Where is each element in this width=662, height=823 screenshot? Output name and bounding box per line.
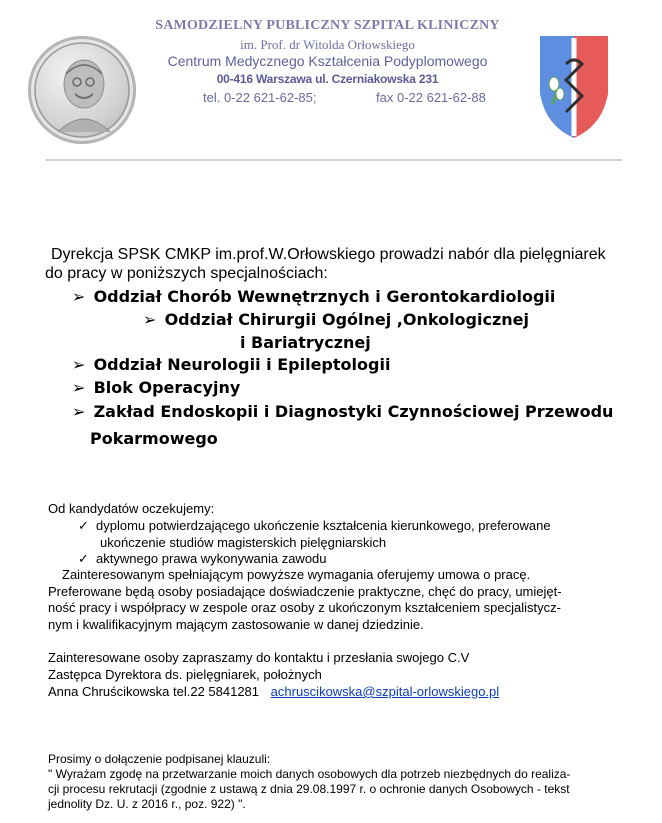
arrow-bullet-icon: ➢ bbox=[72, 402, 86, 421]
fax-number: fax 0-22 621-62-88 bbox=[376, 90, 486, 105]
arrow-bullet-icon: ➢ bbox=[143, 310, 157, 329]
arrow-bullet-icon: ➢ bbox=[72, 355, 86, 374]
contact-email-link[interactable]: achruscikowska@szpital-orlowskiego.pl bbox=[270, 684, 500, 699]
specialty-item bbox=[143, 309, 529, 331]
specialty-item bbox=[72, 354, 390, 376]
arrow-bullet-icon: ➢ bbox=[72, 378, 86, 397]
requirements-title: Od kandydatów oczekujemy: bbox=[48, 501, 215, 516]
contact-name-tel: Anna Chruścikowska tel.22 5841281 bbox=[48, 684, 260, 699]
contact-line bbox=[48, 684, 499, 700]
center-name: Centrum Medycznego Kształcenia Podyplomowego bbox=[167, 53, 488, 69]
specialty-continuation: i Bariatrycznej bbox=[240, 333, 371, 352]
portrait-medal-icon bbox=[28, 36, 136, 144]
specialty-label: Oddział Chirurgii Ogólnej ,Onkologicznej bbox=[164, 310, 530, 329]
requirement-item bbox=[78, 518, 551, 534]
specialty-label: Oddział Neurologii i Epileptologii bbox=[93, 355, 391, 374]
specialty-continuation: Pokarmowego bbox=[90, 429, 218, 448]
intro-paragraph bbox=[45, 245, 625, 283]
clause-title: Prosimy o dołączenie podpisanej klauzuli: bbox=[48, 752, 271, 766]
hospital-address: 00-416 Warszawa ul. Czerniakowska 231 bbox=[216, 72, 439, 86]
specialty-label: Blok Operacyjny bbox=[93, 378, 241, 397]
clause-line: jednolity Dz. U. z 2016 r., poz. 922) ". bbox=[48, 797, 246, 811]
clause-line: cji procesu rekrutacji (zgodnie z ustawą z dnia 29.08.1997 r. o ochronie danych Osobowych - tekst bbox=[48, 782, 570, 796]
specialty-item bbox=[72, 377, 240, 399]
intro-line-2: do pracy w poniższych specjalnościach: bbox=[45, 265, 328, 282]
specialty-label: Oddział Chorób Wewnętrznych i Gerontokardiologii bbox=[93, 287, 556, 306]
intro-line-1: Dyrekcja SPSK CMKP im.prof.W.Orłowskiego prowadzi nabór dla pielęgniarek bbox=[51, 246, 606, 263]
offer-line: Zainteresowanym spełniającym powyższe wymagania oferujemy umowa o pracę. bbox=[62, 567, 531, 582]
checkmark-icon: ✓ bbox=[78, 518, 89, 533]
clause-line: " Wyrażam zgodę na przetwarzanie moich danych osobowych dla potrzeb niezbędnych do realiza- bbox=[48, 767, 571, 781]
specialty-item bbox=[72, 401, 613, 423]
checkmark-icon: ✓ bbox=[78, 551, 89, 566]
requirement-continuation: ukończenie studiów magisterskich pielęgniarskich bbox=[100, 535, 387, 550]
contact-line: Zainteresowane osoby zapraszamy do kontaktu i przesłania swojego C.V bbox=[48, 650, 470, 665]
hospital-name: SAMODZIELNY PUBLICZNY SZPITAL KLINICZNY bbox=[155, 18, 500, 33]
contact-line: Zastępca Dyrektora ds. pielęgniarek, położnych bbox=[48, 667, 322, 682]
requirement-item bbox=[78, 551, 327, 567]
specialty-item bbox=[72, 286, 555, 308]
hospital-patron: im. Prof. dr Witolda Orłowskiego bbox=[240, 37, 415, 52]
specialty-label: Zakład Endoskopii i Diagnostyki Czynnościowej Przewodu bbox=[93, 402, 614, 421]
header-divider bbox=[46, 159, 622, 161]
tel-number: tel. 0-22 621-62-85; bbox=[203, 90, 317, 105]
requirement-text: aktywnego prawa wykonywania zawodu bbox=[96, 551, 327, 566]
offer-line: Preferowane będą osoby posiadające doświadczenie praktyczne, chęć do pracy, umiejęt- bbox=[48, 584, 562, 599]
arrow-bullet-icon: ➢ bbox=[72, 287, 86, 306]
offer-line: ność pracy i współpracy w zespole oraz osoby z ukończonym kształceniem specjalistycz- bbox=[48, 600, 561, 615]
medical-shield-emblem-icon bbox=[538, 34, 610, 142]
requirement-text: dyplomu potwierdzającego ukończenie kształcenia kierunkowego, preferowane bbox=[96, 518, 551, 533]
offer-line: nym i kwalifikacyjnym mającym zastosowanie w danej dziedzinie. bbox=[48, 617, 424, 632]
